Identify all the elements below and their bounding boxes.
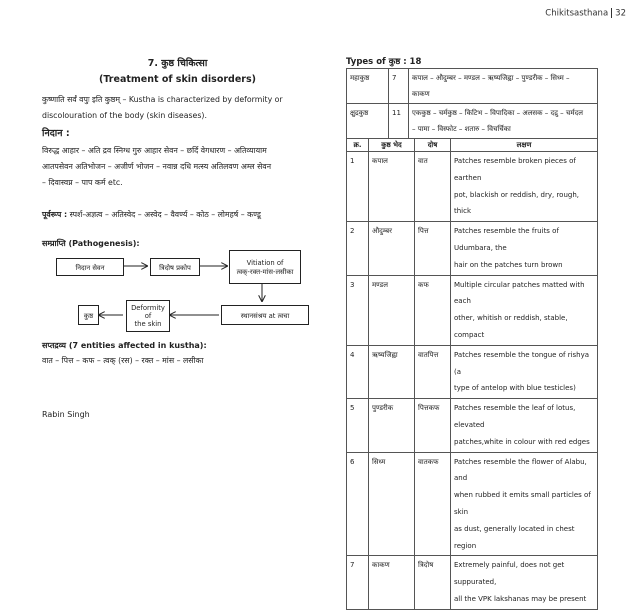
- col-header-type: कुष्ठ भेद: [369, 139, 415, 152]
- table-row: [347, 152, 598, 222]
- types-row: [347, 69, 598, 104]
- lakshan-line: Patches resemble the flower of Alabu, and: [454, 457, 587, 483]
- row-type: मण्डल: [369, 275, 415, 345]
- flow-box-kushtha: कुष्ठ: [78, 305, 99, 325]
- table-header-row: [347, 139, 598, 152]
- type-list-line-1: कपाल – औदुम्बर – मण्डल – ऋष्यजिह्वा – पुण्डरीक – सिध्म –: [412, 74, 570, 82]
- lakshan-line: Patches resemble the leaf of lotus, elevated: [454, 404, 576, 429]
- lakshan-line: pot, blackish or reddish, dry, rough, thick: [454, 190, 579, 216]
- type-list-line-2: – पामा – विस्फोट – शतारु – विचर्चिका: [412, 125, 511, 133]
- type-count: 7: [389, 69, 409, 104]
- flow-box-dosha: त्रिदोष प्रकोप: [150, 258, 200, 276]
- row-lakshan: [451, 452, 598, 556]
- lakshan-line: when rubbed it emits small particles of skin: [454, 491, 591, 516]
- row-type: औदुम्बर: [369, 222, 415, 275]
- nidan-line-3: – दिवास्वप्न – पाप कर्म etc.: [42, 178, 123, 187]
- lakshan-line: type of antelop with blue testicles): [454, 384, 576, 393]
- row-type: ऋष्यजिह्वा: [369, 345, 415, 398]
- deformity-line-1: Deformity of: [131, 304, 165, 320]
- table-row: [347, 345, 598, 398]
- flow-box-deformity: [126, 300, 170, 332]
- lakshan-line: as dust, generally located in chest region: [454, 524, 575, 550]
- row-type: कपाल: [369, 152, 415, 222]
- lakshan-line: other, whitish or reddish, stable, compact: [454, 314, 568, 339]
- row-dosha: वातकफ: [415, 452, 451, 556]
- flow-box-sthan: स्थानसंश्रय at त्वचा: [221, 305, 309, 325]
- types-table: [346, 68, 598, 139]
- row-dosha: पित्तकफ: [415, 399, 451, 452]
- page-number: 32: [615, 8, 626, 19]
- row-number: 4: [347, 345, 369, 398]
- col-header-lakshan: लक्षण: [451, 139, 598, 152]
- type-list: [409, 104, 598, 139]
- deformity-line-2: the skin: [134, 320, 162, 328]
- row-lakshan: [451, 152, 598, 222]
- book-title: Chikitsasthana: [545, 8, 609, 19]
- lakshan-line: hair on the patches turn brown: [454, 260, 563, 269]
- lakshan-line: Patches resemble broken pieces of earthen: [454, 157, 576, 182]
- row-number: 6: [347, 452, 369, 556]
- row-dosha: त्रिदोष: [415, 556, 451, 609]
- type-list: [409, 69, 598, 104]
- lakshan-line: Patches resemble the tongue of rishya (a: [454, 350, 590, 376]
- row-dosha: पित्त: [415, 222, 451, 275]
- row-number: 3: [347, 275, 369, 345]
- row-number: 1: [347, 152, 369, 222]
- table-row: [347, 556, 598, 609]
- section-title-english: (Treatment of skin disorders): [99, 74, 256, 85]
- type-name: महाकुष्ठ: [347, 69, 389, 104]
- row-lakshan: [451, 399, 598, 452]
- flow-box-vitiation: [229, 250, 301, 284]
- intro-line-2: discolouration of the body (skin diseases).: [42, 111, 207, 120]
- row-dosha: कफ: [415, 275, 451, 345]
- vitiation-line-2: त्वक्-रक्त-मांस-लसीका: [236, 267, 294, 276]
- col-header-dosha: दोष: [415, 139, 451, 152]
- type-list-line-2: काकण: [412, 90, 430, 98]
- table-row: [347, 222, 598, 275]
- section-title-hindi: 7. कुष्ठ चिकित्सा: [147, 58, 208, 69]
- row-type: सिध्म: [369, 452, 415, 556]
- lakshan-line: all the VPK lakshanas may be present: [454, 594, 587, 603]
- row-type: काकण: [369, 556, 415, 609]
- table-row: [347, 399, 598, 452]
- kushtha-table: [346, 138, 598, 610]
- lakshan-line: Patches resemble the fruits of Udumbara, the: [454, 227, 559, 252]
- row-lakshan: [451, 222, 598, 275]
- row-dosha: वातपित्त: [415, 345, 451, 398]
- types-row: [347, 104, 598, 139]
- row-dosha: वात: [415, 152, 451, 222]
- row-number: 5: [347, 399, 369, 452]
- samprapti-heading: सम्प्राप्ति (Pathogenesis):: [42, 239, 140, 248]
- nidan-heading: निदान :: [42, 128, 70, 139]
- row-type: पुण्डरीक: [369, 399, 415, 452]
- row-lakshan: [451, 556, 598, 609]
- row-number: 7: [347, 556, 369, 609]
- nidan-line-2: आतपसेवन अतिभोजन – अजीर्ण भोजन – नवान्न दधि मत्स्य अतिलवण अम्ल सेवन: [42, 162, 272, 171]
- purvarupa-text: स्पर्श-अज्ञत्व – अतिस्वेद – अस्वेद – वैवर्ण्य – कोठ – लोमहर्ष – कण्डू: [67, 210, 261, 219]
- row-lakshan: [451, 345, 598, 398]
- type-list-line-1: एककुष्ठ – चर्मकुष्ठ – किटिभ – विपादिका – अलसक – दद्रु – चर्मदल: [412, 109, 583, 117]
- row-number: 2: [347, 222, 369, 275]
- table-row: [347, 275, 598, 345]
- col-header-number: क्र.: [347, 139, 369, 152]
- purvarupa-heading: पूर्वरूप :: [42, 210, 68, 219]
- type-count: 11: [389, 104, 409, 139]
- lakshan-line: Multiple circular patches matted with each: [454, 280, 585, 306]
- lakshan-line: Extremely painful, does not get suppurated,: [454, 561, 565, 587]
- nidan-line-1: विरुद्ध आहार – अति द्रव स्निग्ध गुरु आहार सेवन – छर्दि वेगधारण – अतिव्यायाम: [42, 146, 267, 155]
- flow-box-nidan: निदान सेवन: [56, 258, 124, 276]
- table-row: [347, 452, 598, 556]
- footer-author: Rabin Singh: [42, 410, 90, 419]
- lakshan-line: patches,white in colour with red edges: [454, 437, 590, 446]
- saptadravya-text: वात – पित्त – कफ – त्वक् (रस) – रक्त – मांस – लसीका: [42, 356, 204, 365]
- row-lakshan: [451, 275, 598, 345]
- saptadravya-heading: सप्तद्रव्य (7 entities affected in kustha):: [42, 341, 207, 350]
- types-title: Types of कुष्ठ : 18: [346, 57, 422, 67]
- vitiation-line-1: Vitiation of: [246, 258, 284, 267]
- intro-line-1: कुष्णाति सर्वं वपुः इति कुष्ठम् – Kustha is characterized by deformity or: [42, 95, 283, 104]
- type-name: क्षुद्रकुष्ठ: [347, 104, 389, 139]
